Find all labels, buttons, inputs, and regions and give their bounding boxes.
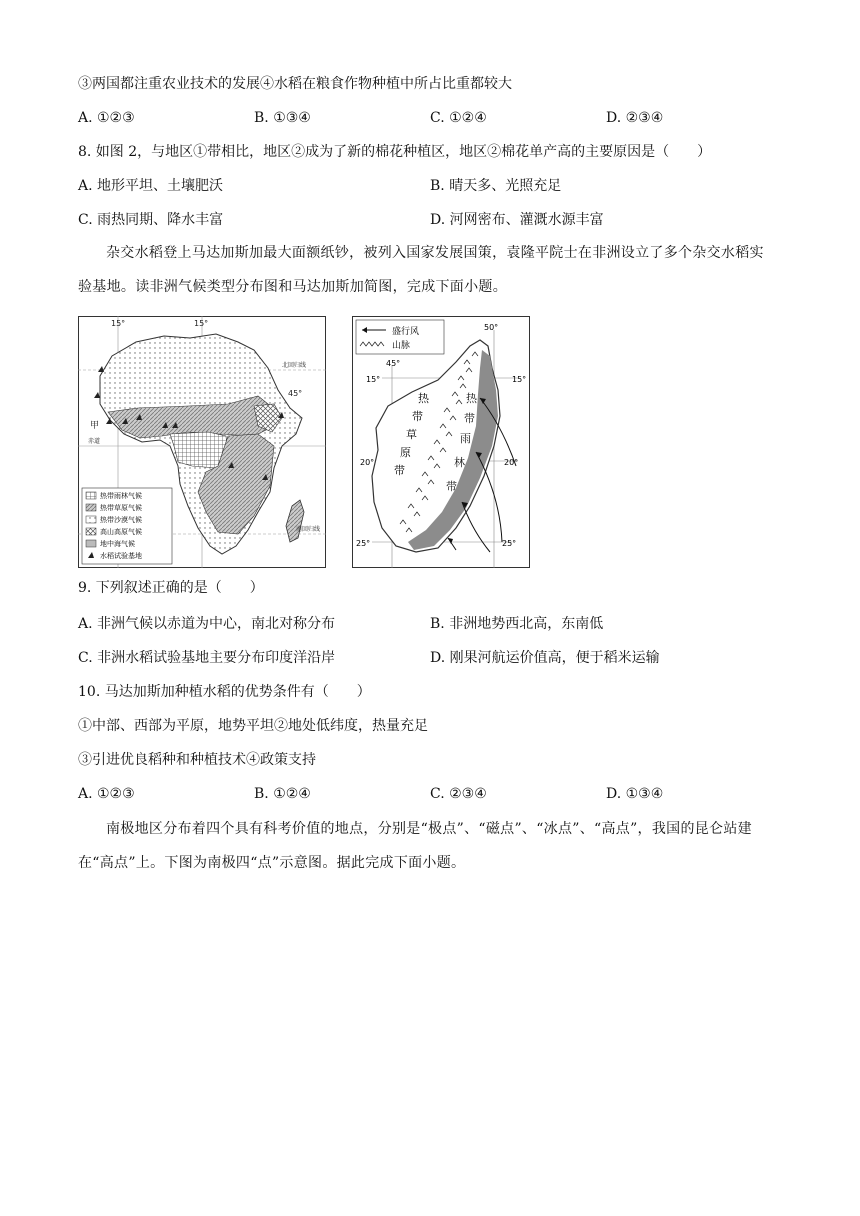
q8-option-a[interactable]: A. 地形平坦、土壤肥沃 — [78, 178, 224, 194]
zone-east-char-4: 林 — [454, 456, 465, 469]
zone-east-char-5: 带 — [446, 480, 457, 493]
antarctic-intro-paragraph: 南极地区分布着四个具有科考价值的地点，分别是“极点”、“磁点”、“冰点”、“高点”，我国的昆仑站建在“高点”上。下图为南极四“点”示意图。据此完成下面小题。 — [78, 821, 752, 871]
zone-west-char-3: 草 — [406, 428, 417, 441]
deg-label-25-west: 25° — [356, 539, 371, 548]
legend-mountain: 山脉 — [392, 341, 411, 351]
equator-label: 赤道 — [88, 438, 101, 445]
lon-label-west: 15° — [111, 319, 126, 328]
zone-west-char-5: 带 — [394, 464, 405, 477]
q10-option-b[interactable]: B. ①②④ — [254, 786, 311, 802]
legend-mediterranean: 地中海气候 — [100, 540, 135, 548]
deg-label-15-west: 15° — [366, 375, 381, 384]
lon-label-east: 15° — [194, 319, 209, 328]
deg-label-20-east: 20° — [504, 458, 519, 467]
q10-option-c[interactable]: C. ②③④ — [430, 786, 487, 802]
rice-intro-paragraph: 杂交水稻登上马达加斯加最大面额纸钞，被列入国家发展国策，袁隆平院士在非洲设立了多个杂交水稻实验基地。读非洲气候类型分布图和马达加斯加简图，完成下面小题。 — [78, 245, 764, 295]
q10-stem: 10. 马达加斯加种植水稻的优势条件有（ ） — [78, 684, 371, 700]
q7-items-3-4: ③两国都注重农业技术的发展④水稻在粮食作物种植中所占比重都较大 — [78, 76, 512, 92]
q9-option-d[interactable]: D. 刚果河航运价值高，便于稻米运输 — [430, 650, 660, 666]
q8-stem: 8. 如图 2，与地区①带相比，地区②成为了新的棉花种植区，地区②棉花单产高的主要原因是（ ） — [78, 144, 712, 160]
legend-savanna: 热带草原气候 — [100, 504, 142, 512]
q9-option-a[interactable]: A. 非洲气候以赤道为中心，南北对称分布 — [78, 616, 336, 632]
zone-west-char-2: 带 — [412, 410, 423, 423]
tropic-of-cancer-label: 北回归线 — [282, 362, 307, 369]
tropic-of-capricorn-label: 南回归线 — [296, 526, 321, 533]
madagascar-map — [352, 316, 530, 568]
q8-option-b[interactable]: B. 晴天多、光照充足 — [430, 178, 562, 194]
zone-east-char-3: 雨 — [460, 432, 471, 445]
q10-option-d[interactable]: D. ①③④ — [606, 786, 664, 802]
deg-label-45: 45° — [386, 359, 401, 368]
deg-label-20-west: 20° — [360, 458, 375, 467]
q9-option-c[interactable]: C. 非洲水稻试验基地主要分布印度洋沿岸 — [78, 650, 336, 666]
q8-option-d[interactable]: D. 河网密布、灌溉水源丰富 — [430, 212, 604, 228]
legend-prevailing-wind: 盛行风 — [392, 327, 420, 337]
region-jia-label: 甲 — [90, 421, 100, 431]
q10-items-3-4: ③引进优良稻种和种植技术④政策支持 — [78, 752, 316, 768]
zone-east-char-1: 热 — [466, 392, 477, 405]
q9-option-b[interactable]: B. 非洲地势西北高，东南低 — [430, 616, 604, 632]
q9-stem: 9. 下列叙述正确的是（ ） — [78, 580, 264, 596]
deg-label-25-east: 25° — [502, 539, 517, 548]
q7-option-b[interactable]: B. ①③④ — [254, 110, 311, 126]
zone-west-char-1: 热 — [418, 392, 429, 405]
africa-climate-map — [78, 316, 326, 568]
lat-label-45: 45° — [288, 389, 303, 398]
zone-west-char-4: 原 — [400, 446, 411, 459]
legend-desert: 热带沙漠气候 — [100, 516, 142, 524]
deg-label-15-east: 15° — [512, 375, 527, 384]
q7-option-a[interactable]: A. ①②③ — [78, 110, 135, 126]
q10-option-a[interactable]: A. ①②③ — [78, 786, 135, 802]
q10-items-1-2: ①中部、西部为平原，地势平坦②地处低纬度，热量充足 — [78, 718, 428, 734]
legend-rainforest: 热带雨林气候 — [100, 492, 142, 500]
deg-label-50: 50° — [484, 323, 499, 332]
legend-highland: 高山高原气候 — [100, 528, 142, 536]
q7-option-d[interactable]: D. ②③④ — [606, 110, 664, 126]
legend-rice-base: 水稻试验基地 — [100, 552, 142, 560]
q7-option-c[interactable]: C. ①②④ — [430, 110, 487, 126]
zone-east-char-2: 带 — [464, 412, 475, 425]
q8-option-c[interactable]: C. 雨热同期、降水丰富 — [78, 212, 224, 228]
